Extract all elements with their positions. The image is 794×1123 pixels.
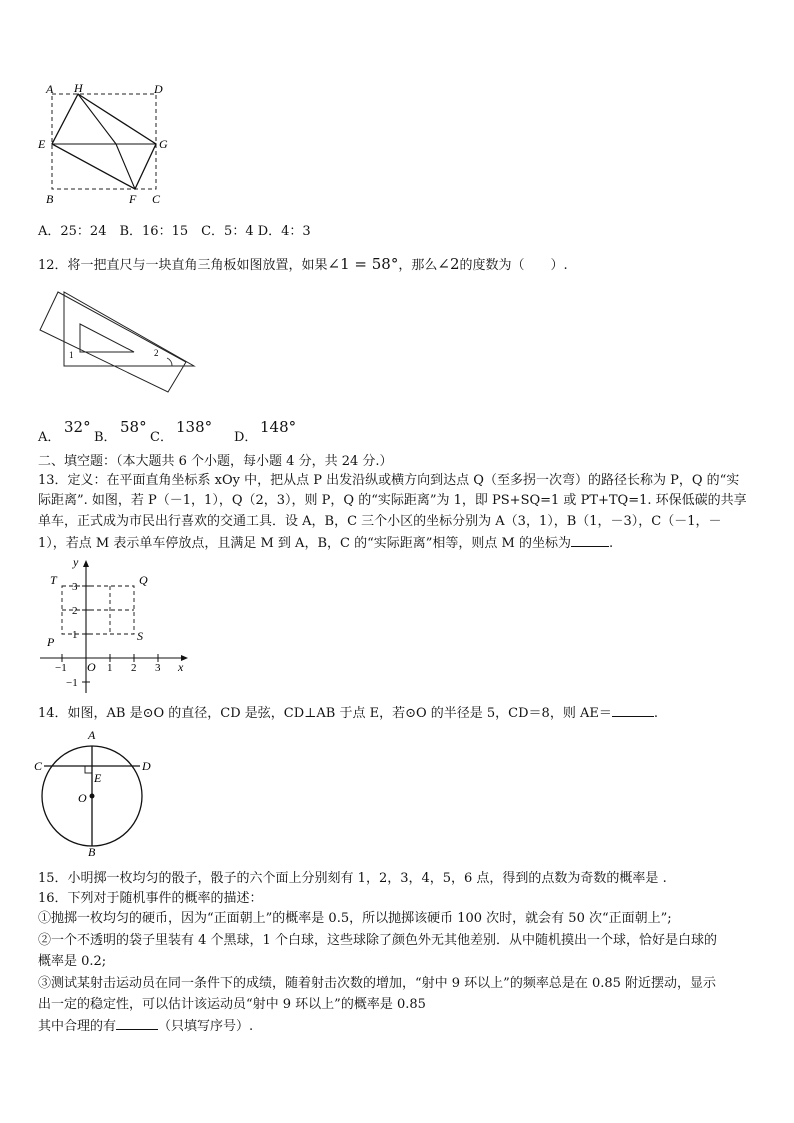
triangle-inner <box>80 324 134 352</box>
fold-line-1 <box>52 94 116 144</box>
q12-suffix: 的度数为（ ）. <box>459 258 568 273</box>
q12-option-b-value: 58° <box>120 418 147 436</box>
q12-option-c-value: 138° <box>176 418 213 436</box>
label-e: E <box>38 137 46 151</box>
q12-option-a-letter: A． <box>38 430 61 445</box>
label-e-circle: E <box>94 771 102 785</box>
label-b: B <box>46 192 54 206</box>
q13-line-3: 单车，正式成为市民出行喜欢的交通工具．设 A，B，C 三个小区的坐标分别为 A（3，1），B（1，－3），C（－1，－ <box>38 514 722 529</box>
dashed-rectangle <box>52 94 156 189</box>
q16-last-suffix: （只填写序号）. <box>158 1019 254 1034</box>
y-tick-2: 2 <box>72 605 78 617</box>
label-f: F <box>129 192 137 206</box>
label-d-circle: D <box>142 759 151 773</box>
q12-figure <box>34 286 199 398</box>
point-p-label: P <box>47 635 55 649</box>
label-d: D <box>154 82 163 96</box>
x-tick-2: 2 <box>131 662 137 674</box>
q12-prefix: 12．将一把直尺与一块直角三角板如图放置，如果 <box>38 258 328 273</box>
q14-question <box>38 704 658 723</box>
label-h: H <box>74 82 83 95</box>
q14-answer-blank <box>612 704 654 717</box>
q12-option-d-value: 148° <box>260 418 297 436</box>
q13-line-4-text: 1），若点 M 表示单车停放点，且满足 M 到 A，B，C 的“实际距离”相等，则点 M 的坐标为 <box>38 536 571 551</box>
point-q-label: Q <box>139 573 148 587</box>
quadrilateral-efgh <box>52 94 156 189</box>
point-s-label: S <box>137 629 143 643</box>
q16-statement-2-cont: 概率是 0.2; <box>38 954 107 969</box>
y-axis-label: y <box>73 555 79 569</box>
q13-line-4 <box>38 534 613 553</box>
y-tick-1: 1 <box>72 629 78 641</box>
label-c: C <box>152 192 161 206</box>
q12-angle1: ∠1 = 58° <box>327 255 399 273</box>
q13-line-2: 际距离”. 如图，若 P（－1，1），Q（2，3），则 P，Q 的“实际距离”为 1，即 PS+SQ=1 或 PT+TQ=1. 环保低碳的共享 <box>38 493 747 508</box>
q11-figure <box>34 82 174 207</box>
angle2-label: 2 <box>154 348 159 358</box>
q14-circle-figure <box>32 724 160 859</box>
q13-end: . <box>608 536 614 551</box>
q16-last-prefix: 其中合理的有 <box>38 1019 117 1034</box>
x-tick-neg1: −1 <box>55 662 67 674</box>
label-c-circle: C <box>34 759 43 773</box>
label-a: A <box>46 82 54 96</box>
q16-intro: 16．下列对于随机事件的概率的描述： <box>38 891 263 906</box>
q12-middle: ，那么 <box>398 258 438 273</box>
x-tick-1: 1 <box>107 662 113 674</box>
point-t-label: T <box>50 573 57 587</box>
x-axis-label: x <box>178 660 184 674</box>
y-tick-neg1: −1 <box>66 677 78 689</box>
angle1-label: 1 <box>69 350 74 360</box>
q12-option-c-letter: C． <box>150 430 173 445</box>
q13-coordinate-figure <box>36 553 196 698</box>
q14-end: . <box>653 706 658 721</box>
q16-statement-1: ①抛掷一枚均匀的硬币，因为“正面朝上”的概率是 0.5，所以抛掷该硬币 100 次时，就会有 50 次“正面朝上”; <box>38 911 672 926</box>
q12-question <box>38 255 568 275</box>
q16-statement-3: ③测试某射击运动员在同一条件下的成绩，随着射击次数的增加，“射中 9 环以上”的频率总是在 0.85 附近摆动，显示 <box>38 976 717 991</box>
origin-label: O <box>87 660 96 674</box>
q13-line-1: 13．定义：在平面直角坐标系 xOy 中，把从点 P 出发沿纵或横方向到达点 Q（至多拐一次弯）的路径长称为 P，Q 的“实 <box>38 473 740 488</box>
q14-text: 14．如图，AB 是⊙O 的直径，CD 是弦，CD⊥AB 于点 E，若⊙O 的半径是 5，CD＝8，则 AE＝ <box>38 706 612 721</box>
ruler <box>40 292 186 392</box>
q12-angle2: ∠2 <box>437 255 460 273</box>
q16-statement-3-cont: 出一定的稳定性，可以估计该运动员“射中 9 环以上”的概率是 0.85 <box>38 997 426 1012</box>
label-o-circle: O <box>78 791 87 805</box>
q12-option-b-letter: B． <box>94 430 117 445</box>
y-axis-arrow <box>83 560 89 567</box>
center-dot <box>90 794 95 799</box>
section-2-heading: 二、填空题：（本大题共 6 个小题，每小题 4 分，共 24 分.） <box>38 454 393 469</box>
q15-question: 15．小明掷一枚均匀的骰子，骰子的六个面上分别刻有 1，2，3，4，5，6 点，得到的点数为奇数的概率是 . <box>38 871 667 886</box>
q16-answer-line <box>38 1017 253 1036</box>
y-tick-3: 3 <box>72 581 78 593</box>
q12-option-d-letter: D． <box>234 430 258 445</box>
x-tick-3: 3 <box>155 662 161 674</box>
label-a-circle: A <box>88 728 96 742</box>
q13-answer-blank <box>571 534 609 547</box>
triangle-outer <box>64 292 194 366</box>
q11-options: A．25：24 B．16：15 C．5：4 D．4：3 <box>38 224 311 239</box>
angle2-arc <box>167 358 172 366</box>
right-angle-mark <box>85 766 92 773</box>
q16-statement-2: ②一个不透明的袋子里装有 4 个黑球，1 个白球，这些球除了颜色外无其他差别．从中随机摸出一个球，恰好是白球的 <box>38 933 717 948</box>
label-b-circle: B <box>88 845 96 859</box>
q16-answer-blank <box>116 1017 158 1030</box>
label-g: G <box>159 137 168 151</box>
q12-option-a-value: 32° <box>64 418 91 436</box>
